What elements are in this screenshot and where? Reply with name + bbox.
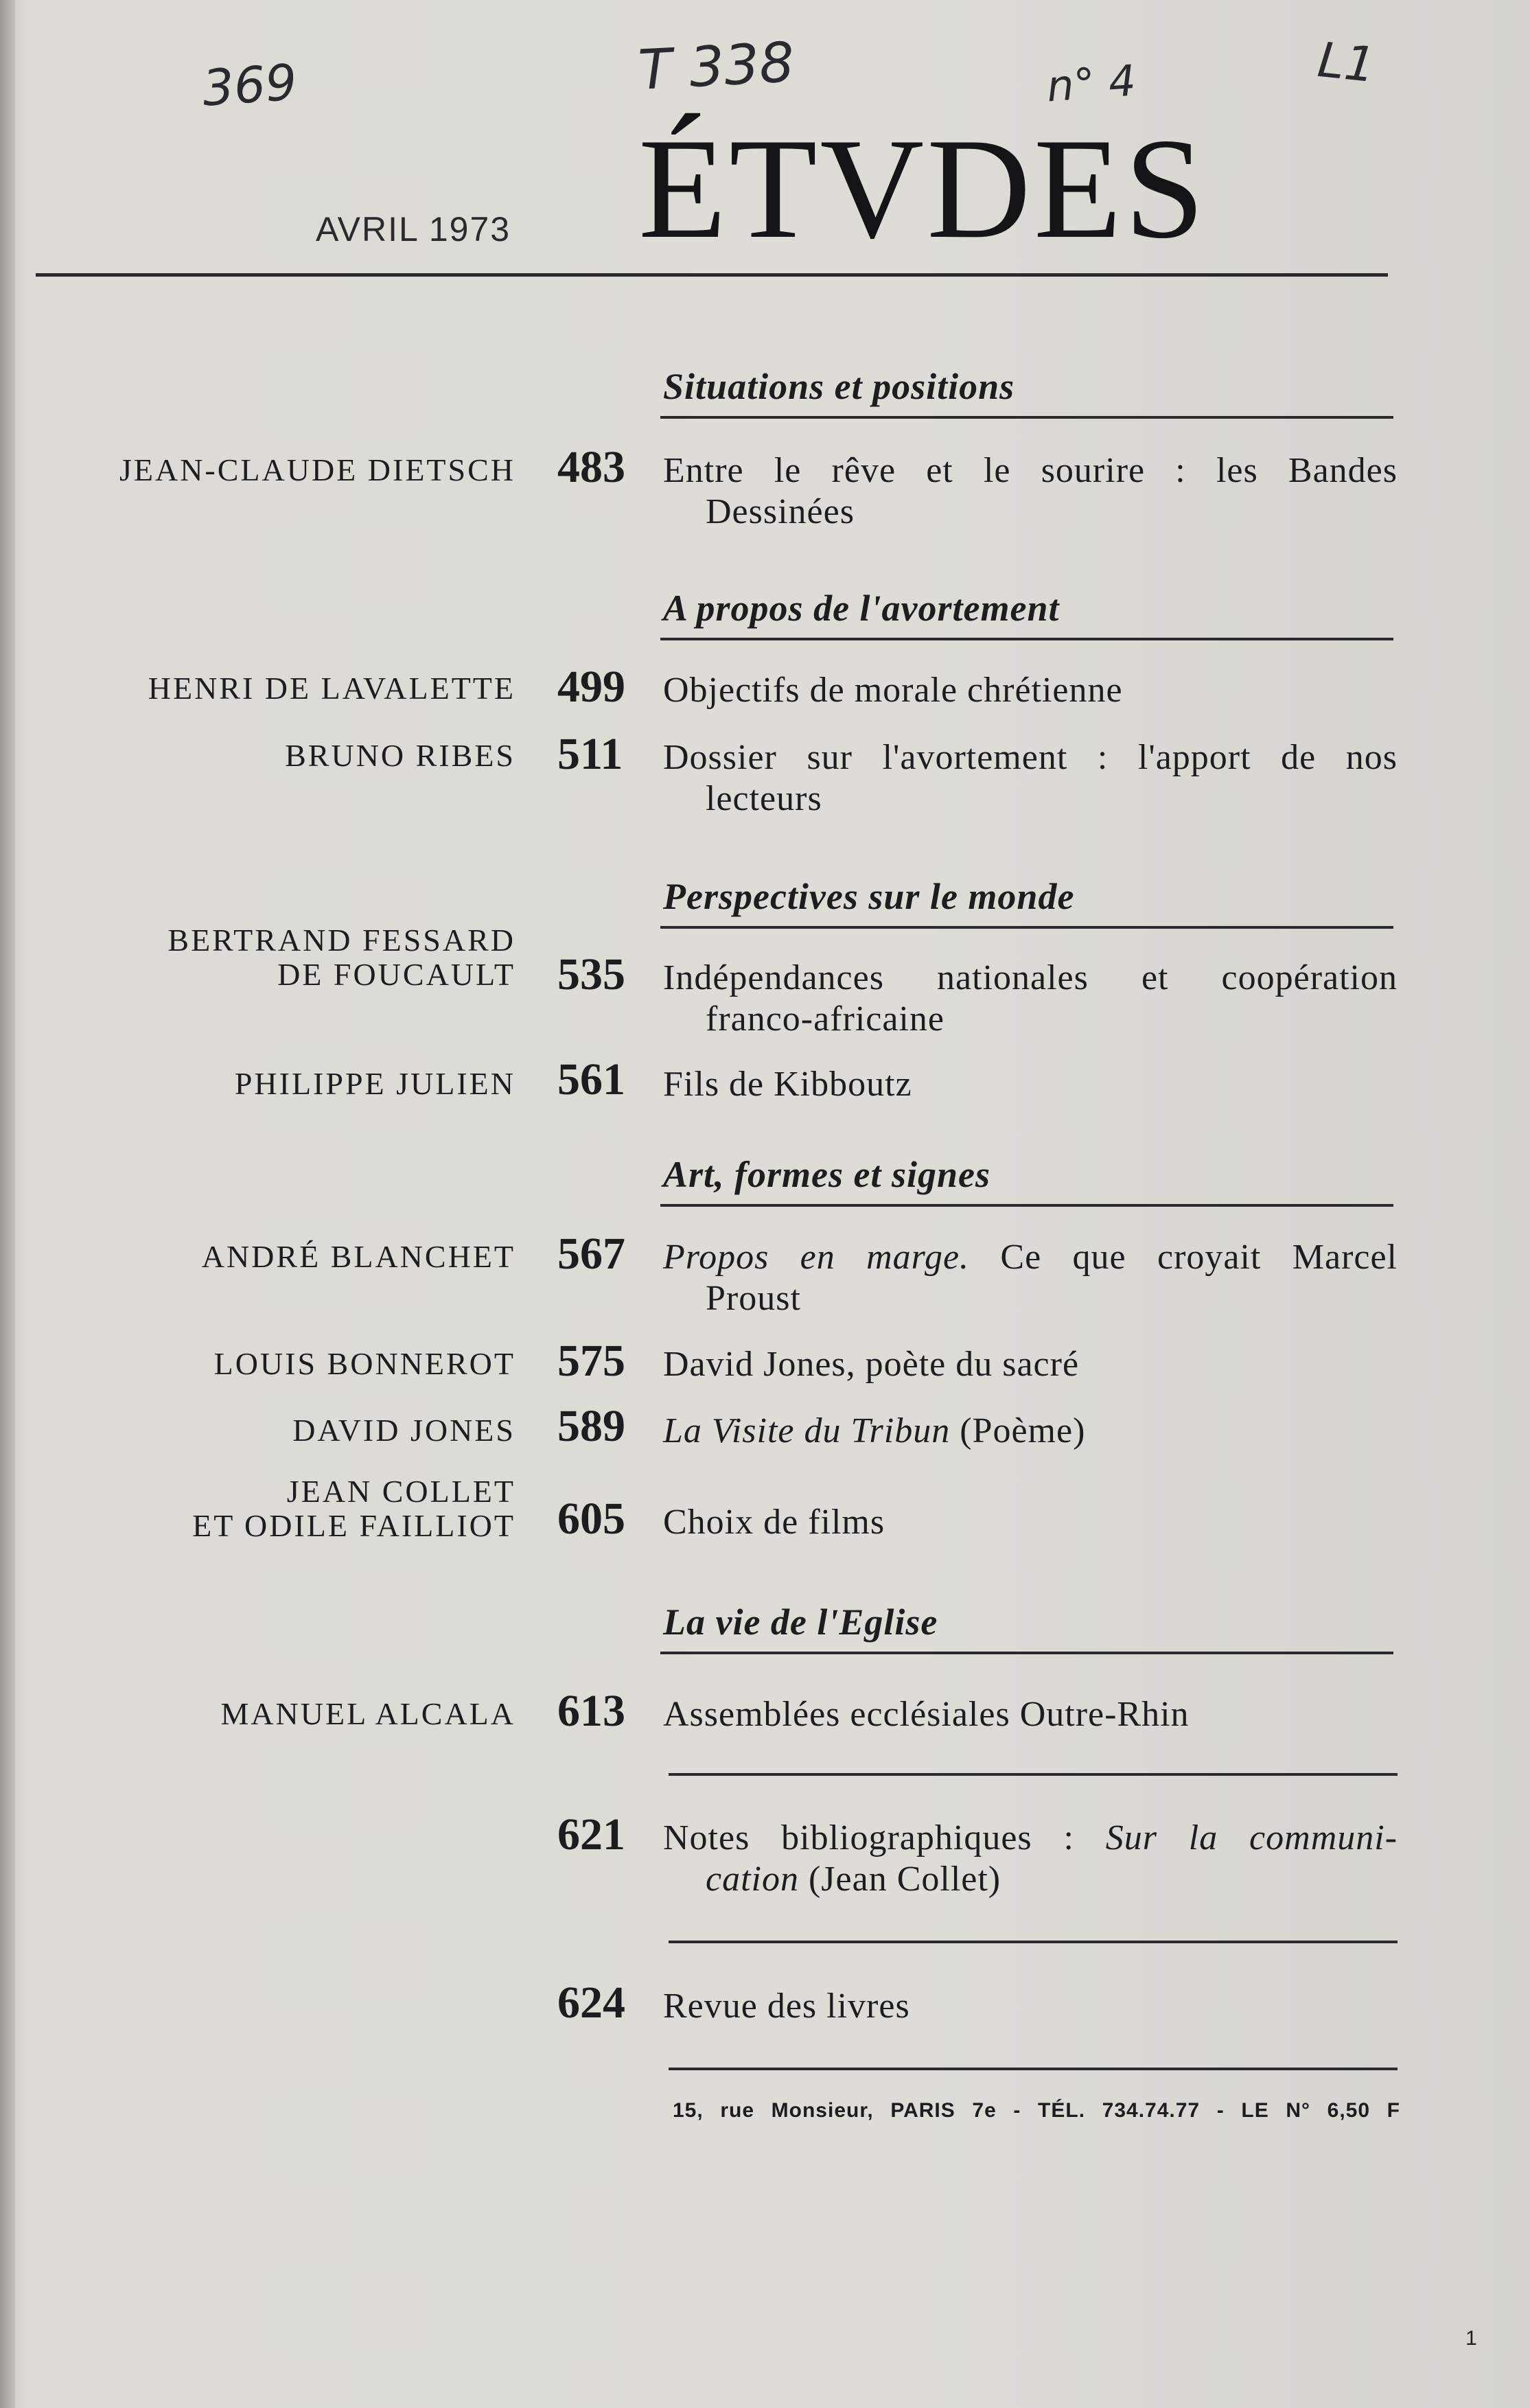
publisher-address-footer: 15, rue Monsieur, PARIS 7e - TÉL. 734.74.77 - LE N° 6,50 F (673, 2099, 1400, 2122)
entry-author: MANUEL ALCALA (220, 1696, 515, 1731)
section-rule (660, 638, 1393, 640)
entry-author: JEAN COLLET ET ODILE FAILLIOT (192, 1474, 515, 1543)
section-rule (660, 926, 1393, 929)
section-heading-perspectives (660, 875, 1393, 929)
entry-page-number: 535 (557, 949, 625, 999)
entry-page-number: 499 (557, 662, 625, 712)
entry-author: ANDRÉ BLANCHET (201, 1239, 515, 1274)
separator-rule (669, 1773, 1398, 1776)
entry-title: Entre le rêve et le sourire : les Bandes Dessinées (663, 451, 1398, 531)
corner-mark: 1 (1465, 2327, 1477, 2350)
section-rule (660, 416, 1393, 419)
entry-title: La Visite du Tribun (Poème) (663, 1411, 1086, 1450)
issue-date: AVRIL 1973 (316, 210, 511, 248)
entry-author: BERTRAND FESSARD DE FOUCAULT (167, 923, 515, 992)
entry-page-number: 567 (557, 1229, 625, 1279)
entry-title: Objectifs de morale chrétienne (663, 671, 1123, 710)
entry-title: Choix de films (663, 1503, 885, 1542)
entry-page-number: 624 (557, 1978, 625, 2028)
entry-title: Revue des livres (663, 1987, 910, 2026)
entry-author: DAVID JONES (292, 1413, 515, 1448)
journal-masthead: ÉTVDES (638, 109, 1207, 268)
entry-page-number: 605 (557, 1494, 625, 1544)
entry-page-number: 575 (557, 1336, 625, 1386)
handwritten-code-4: L1 (1314, 31, 1378, 94)
entry-author: JEAN-CLAUDE DIETSCH (119, 452, 515, 487)
separator-rule (669, 2068, 1398, 2070)
entry-title: David Jones, poète du sacré (663, 1345, 1080, 1384)
entry-author: BRUNO RIBES (285, 738, 515, 773)
handwritten-code-3: n° 4 (1045, 55, 1137, 112)
entry-title: Propos en marge. Ce que croyait Marcel Proust (663, 1238, 1398, 1318)
header-rule (36, 273, 1388, 277)
entry-title: Notes bibliographiques : Sur la communi- cation (Jean Collet) (663, 1818, 1398, 1899)
section-title: Art, formes et signes (663, 1154, 991, 1195)
entry-page-number: 589 (557, 1401, 625, 1451)
binding-edge (0, 0, 15, 2408)
entry-author: LOUIS BONNEROT (213, 1346, 515, 1381)
section-heading-situations (660, 365, 1393, 419)
entry-page-number: 621 (557, 1809, 625, 1860)
section-heading-avortement (660, 587, 1393, 640)
entry-page-number: 511 (557, 729, 623, 779)
section-title: La vie de l'Eglise (663, 1601, 938, 1643)
entry-title: Assemblées ecclésiales Outre-Rhin (663, 1695, 1190, 1734)
section-title: A propos de l'avortement (663, 588, 1060, 629)
handwritten-code-2: T 338 (636, 30, 796, 102)
entry-author: PHILIPPE JULIEN (234, 1066, 515, 1101)
entry-page-number: 561 (557, 1054, 625, 1104)
entry-title: Dossier sur l'avortement : l'apport de nos lecteurs (663, 738, 1398, 818)
separator-rule (669, 1941, 1398, 1943)
entry-page-number: 483 (557, 442, 625, 492)
section-rule (660, 1652, 1393, 1654)
entry-page-number: 613 (557, 1686, 625, 1736)
entry-author: HENRI DE LAVALETTE (148, 671, 515, 706)
section-title: Perspectives sur le monde (663, 876, 1075, 917)
handwritten-code-1: 369 (200, 53, 299, 117)
section-rule (660, 1204, 1393, 1207)
entry-title: Indépendances nationales et coopération franco-africaine (663, 958, 1398, 1039)
section-heading-eglise (660, 1601, 1393, 1654)
entry-title: Fils de Kibboutz (663, 1065, 912, 1104)
section-title: Situations et positions (663, 366, 1015, 407)
section-heading-art (660, 1153, 1393, 1207)
